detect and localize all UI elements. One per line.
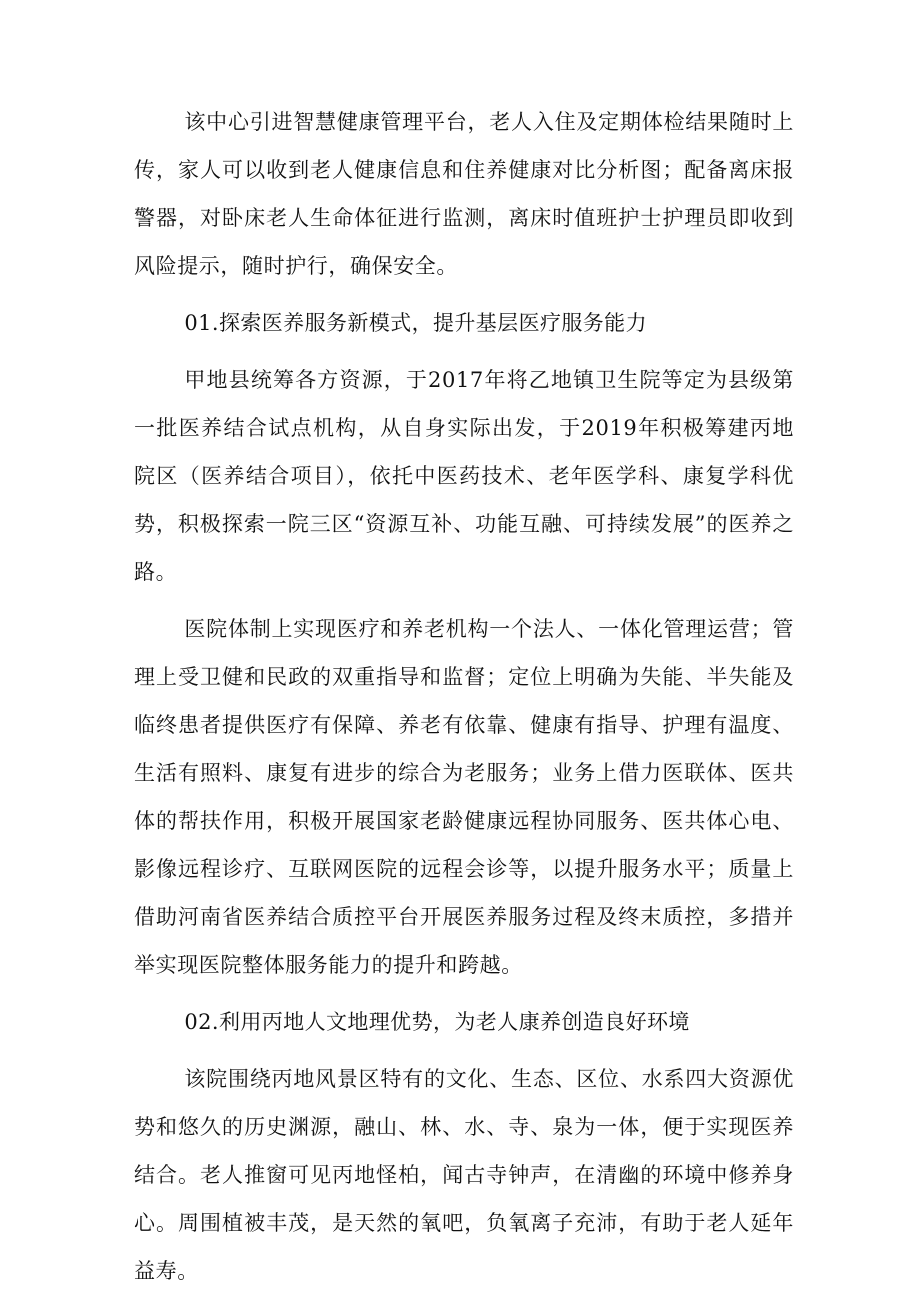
paragraph-smart-health-platform: 该中心引进智慧健康管理平台，老人入住及定期体检结果随时上传，家人可以收到老人健康信息和住养健康对比分析图；配备离床报警器，对卧床老人生命体征进行监测，离床时值班护士护理员即收到风险提示，随时护行，确保安全。 — [134, 110, 794, 278]
section-heading-01: 01.探索医养服务新模式，提升基层医疗服务能力 — [184, 311, 647, 335]
section-heading-02: 02.利用丙地人文地理优势，为老人康养创造良好环境 — [184, 1010, 690, 1034]
document-body — [134, 98, 794, 1304]
paragraph-county-resources: 甲地县统筹各方资源，于2017年将乙地镇卫生院等定为县级第一批医养结合试点机构，从自身实际出发，于2019年积极筹建丙地院区（医养结合项目），依托中医药技术、老年医学科、康复学科优势，积极探索一院三区“资源互补、功能互融、可持续发展”的医养之路。 — [134, 368, 794, 584]
paragraph-scenic-environment: 该院围绕丙地风景区特有的文化、生态、区位、水系四大资源优势和悠久的历史渊源，融山、林、水、寺、泉为一体，便于实现医养结合。老人推窗可见丙地怪柏，闻古寺钟声，在清幽的环境中修养身心。周围植被丰茂，是天然的氧吧，负氧离子充沛，有助于老人延年益寿。 — [134, 1067, 794, 1283]
paragraph-hospital-system: 医院体制上实现医疗和养老机构一个法人、一体化管理运营；管理上受卫健和民政的双重指导和监督；定位上明确为失能、半失能及临终患者提供医疗有保障、养老有依靠、健康有指导、护理有温度、生活有照料、康复有进步的综合为老服务；业务上借力医联体、医共体的帮扶作用，积极开展国家老龄健康远程协同服务、医共体心电、影像远程诊疗、互联网医院的远程会诊等，以提升服务水平；质量上借助河南省医养结合质控平台开展医养服务过程及终末质控，多措并举实现医院整体服务能力的提升和跨越。 — [134, 617, 794, 977]
